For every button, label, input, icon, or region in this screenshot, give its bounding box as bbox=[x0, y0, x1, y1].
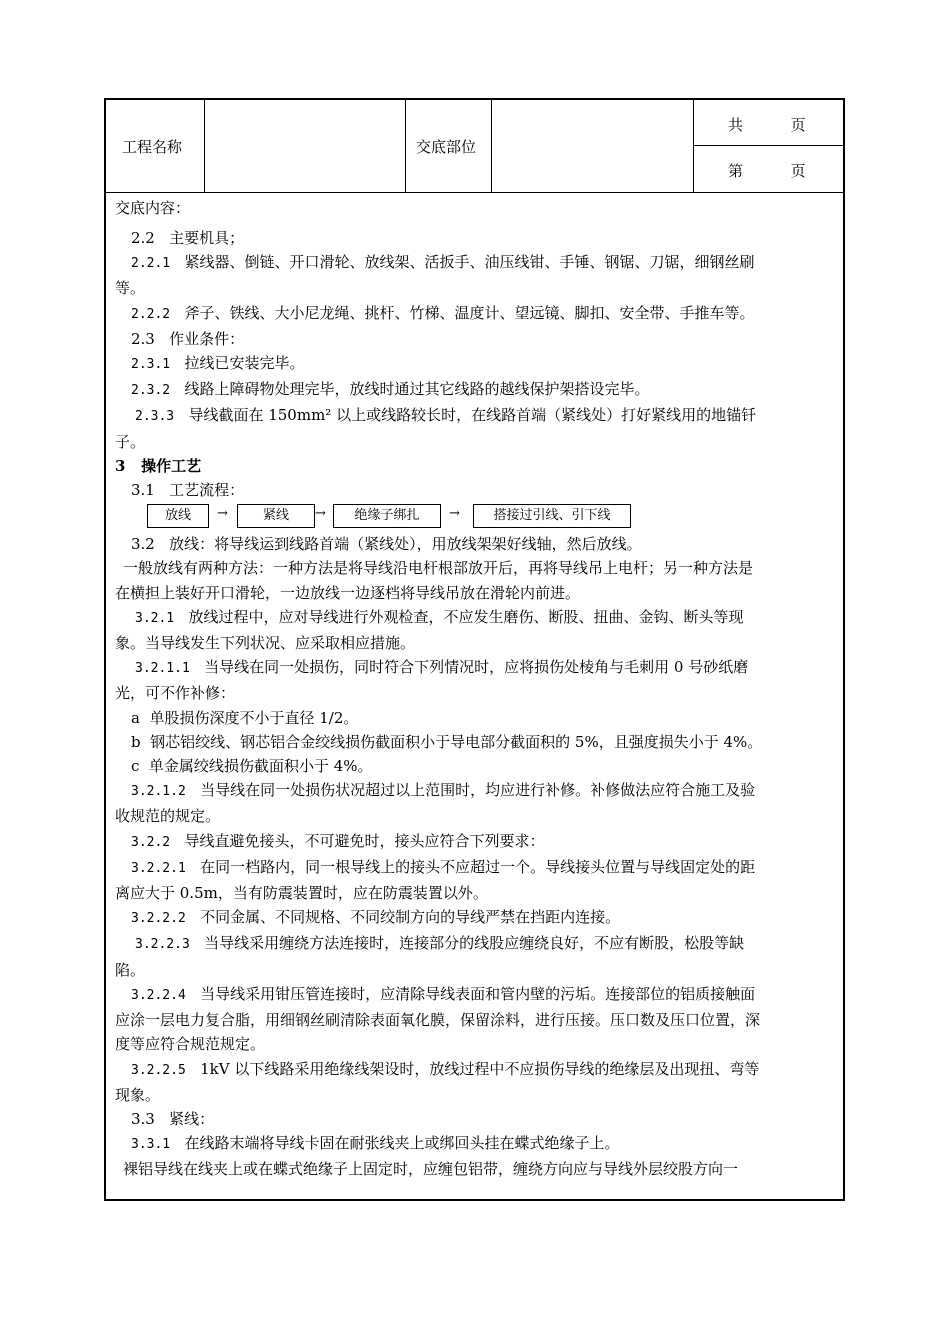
header-table bbox=[106, 100, 843, 193]
item-3-2-2-5 bbox=[115, 1057, 837, 1083]
item-text: 不同金属、不同规格、不同绞制方向的导线严禁在挡距内连接。 bbox=[200, 908, 621, 927]
item-text: 斧子、铁线、大小尼龙绳、挑杆、竹梯、温度计、望远镜、脚扣、安全带、手推车等。 bbox=[184, 303, 755, 322]
header-divider bbox=[405, 100, 406, 192]
item-number: 3.2.1.2 bbox=[131, 784, 186, 800]
item-number: 2.3.1 bbox=[131, 357, 171, 373]
item-3-2-2-4 bbox=[115, 982, 837, 1008]
item-number: 3.3.1 bbox=[131, 1137, 171, 1153]
item-3-2-1-2 bbox=[115, 778, 837, 804]
item-text: 当导线采用钳压管连接时，应清除导线表面和管内壁的污垢。连接部位的铝质接触面 bbox=[200, 984, 756, 1003]
content-title: 交底内容： bbox=[115, 199, 191, 217]
section-3-title: 3 操作工艺 bbox=[115, 456, 202, 475]
flow-arrow-icon: → bbox=[315, 506, 326, 522]
item-number: 3.2.2.4 bbox=[131, 987, 186, 1003]
item-3-2-2-3 bbox=[115, 931, 837, 957]
flow-arrow-icon: → bbox=[449, 506, 460, 522]
item-2-3-2 bbox=[115, 377, 837, 403]
item-text: 拉线已安装完毕。 bbox=[184, 354, 305, 373]
item-number: 3.2.2.1 bbox=[131, 860, 186, 876]
header-divider bbox=[693, 100, 694, 192]
total-pages-label: 共 页 bbox=[728, 116, 806, 134]
flow-arrow-icon: → bbox=[217, 506, 228, 522]
section-2-3-title: 2.3 作业条件： bbox=[131, 329, 245, 348]
item-3-2-2-1 bbox=[115, 855, 837, 881]
item-text: 紧线器、倒链、开口滑轮、放线架、活扳手、油压线钳、手锤、钢锯、刀锯，细钢丝刷 bbox=[184, 253, 755, 272]
flow-step-2: 紧线 bbox=[237, 504, 315, 528]
item-text: 1kV 以下线路采用绝缘线架设时，放线过程中不应损伤导线的绝缘层及出现扭、弯等 bbox=[200, 1059, 760, 1078]
header-divider bbox=[491, 100, 492, 192]
item-3-3: 3.3 紧线： bbox=[131, 1109, 215, 1128]
item-number: 2.2.1 bbox=[131, 256, 171, 272]
item-a: a 单股损伤深度不小于直径 1/2。 bbox=[131, 708, 359, 727]
para-last: 裸铝导线在线夹上或在蝶式绝缘子上固定时，应缠包铝带，缠绕方向应与导线外层绞股方向一 bbox=[123, 1160, 739, 1179]
item-3-2-2-2 bbox=[115, 905, 837, 931]
para-general: 一般放线有两种方法：一种方法是将导线沿电杆根部放开后，再将导线吊上电杆；另一种方法是 bbox=[123, 559, 754, 578]
item-2-2-1 bbox=[115, 250, 837, 276]
item-text: 线路上障碍物处理完毕，放线时通过其它线路的越线保护架搭设完毕。 bbox=[184, 380, 650, 399]
item-2-2-2 bbox=[115, 301, 837, 327]
item-3-2-2-1-cont: 离应大于 0.5m，当有防震装置时，应在防震装置以外。 bbox=[115, 884, 488, 903]
handover-content bbox=[115, 194, 837, 1182]
item-text: 当导线在同一处损伤状况超过以上范围时，均应进行补修。补修做法应符合施工及验 bbox=[200, 781, 756, 800]
header-divider bbox=[693, 145, 843, 146]
item-b: b 钢芯铝绞线、钢芯铝合金绞线损伤截面积小于导电部分截面积的 5%，且强度损失小于 4%。 bbox=[131, 732, 763, 751]
item-text: 在线路末端将导线卡固在耐张线夹上或绑回头挂在蝶式绝缘子上。 bbox=[184, 1134, 620, 1153]
item-text: 导线直避免接头，不可避免时，接头应符合下列要求： bbox=[184, 831, 545, 850]
item-number: 3.2.1.1 bbox=[135, 661, 190, 677]
item-text: 导线截面在 150mm² 以上或线路较长时，在线路首端（紧线处）打好紧线用的地锚钎 bbox=[188, 406, 757, 425]
item-number: 3.2.2 bbox=[131, 834, 171, 850]
flow-step-4: 搭接过引线、引下线 bbox=[473, 504, 631, 528]
item-number: 2.3.3 bbox=[135, 409, 175, 425]
item-2-2-1-cont: 等。 bbox=[115, 279, 146, 298]
item-3-2-1-1 bbox=[115, 655, 837, 681]
flow-step-1: 放线 bbox=[147, 504, 209, 528]
item-2-3-1 bbox=[115, 351, 837, 377]
page-number-label: 第 页 bbox=[728, 162, 806, 180]
project-name-label: 工程名称 bbox=[122, 138, 183, 156]
item-3-3-1 bbox=[115, 1131, 837, 1157]
flow-title: 3.1 工艺流程： bbox=[131, 481, 245, 500]
item-number: 3.2.2.3 bbox=[135, 937, 190, 953]
item-3-2-1 bbox=[115, 605, 837, 631]
flow-step-3: 绝缘子绑扎 bbox=[333, 504, 441, 528]
item-2-3-3-cont: 子。 bbox=[115, 432, 146, 451]
item-text: 当导线在同一处损伤，同时符合下列情况时，应将损伤处棱角与毛刺用 0 号砂纸磨 bbox=[204, 658, 749, 677]
section-2-2-title: 2.2 主要机具； bbox=[131, 229, 245, 247]
item-3-2-2-5-cont: 现象。 bbox=[115, 1085, 161, 1104]
para-general-cont: 在横担上装好开口滑轮，一边放线一边逐档将导线吊放在滑轮内前进。 bbox=[115, 583, 581, 602]
header-divider bbox=[204, 100, 205, 192]
item-number: 3.2.2.5 bbox=[131, 1062, 186, 1078]
handover-sheet bbox=[104, 98, 845, 1201]
item-3-2-1-cont: 象。当导线发生下列状况、应采取相应措施。 bbox=[115, 634, 416, 653]
item-text: 放线过程中，应对导线进行外观检查，不应发生磨伤、断股、扭曲、金钩、断头等现 bbox=[188, 607, 744, 626]
item-number: 3.2.2.2 bbox=[131, 911, 186, 927]
item-number: 2.3.2 bbox=[131, 383, 171, 399]
item-2-3-3 bbox=[115, 403, 837, 429]
item-3-2-1-2-cont: 收规范的规定。 bbox=[115, 807, 221, 826]
item-3-2-2-3-cont: 陷。 bbox=[115, 960, 146, 979]
item-3-2: 3.2 放线：将导线运到线路首端（紧线处），用放线架架好线轴，然后放线。 bbox=[131, 535, 642, 554]
item-c: c 单金属绞线损伤截面积小于 4%。 bbox=[131, 757, 373, 776]
item-text: 在同一档路内，同一根导线上的接头不应超过一个。导线接头位置与导线固定处的距 bbox=[200, 857, 756, 876]
item-3-2-2 bbox=[115, 829, 837, 855]
item-3-2-1-1-cont: 光，可不作补修： bbox=[115, 684, 236, 703]
item-text: 当导线采用缠绕方法连接时，连接部分的线股应缠绕良好，不应有断股，松股等缺 bbox=[204, 934, 745, 953]
process-flow bbox=[115, 502, 837, 532]
item-number: 3.2.1 bbox=[135, 610, 175, 626]
item-3-2-2-4-cont: 应涂一层电力复合脂，用细钢丝刷清除表面氧化膜，保留涂料，进行压接。压口数及压口位置，深 bbox=[115, 1011, 761, 1030]
handover-part-label: 交底部位 bbox=[416, 138, 477, 156]
item-number: 2.2.2 bbox=[131, 306, 171, 322]
item-3-2-2-4-cont: 度等应符合规范规定。 bbox=[115, 1035, 266, 1054]
